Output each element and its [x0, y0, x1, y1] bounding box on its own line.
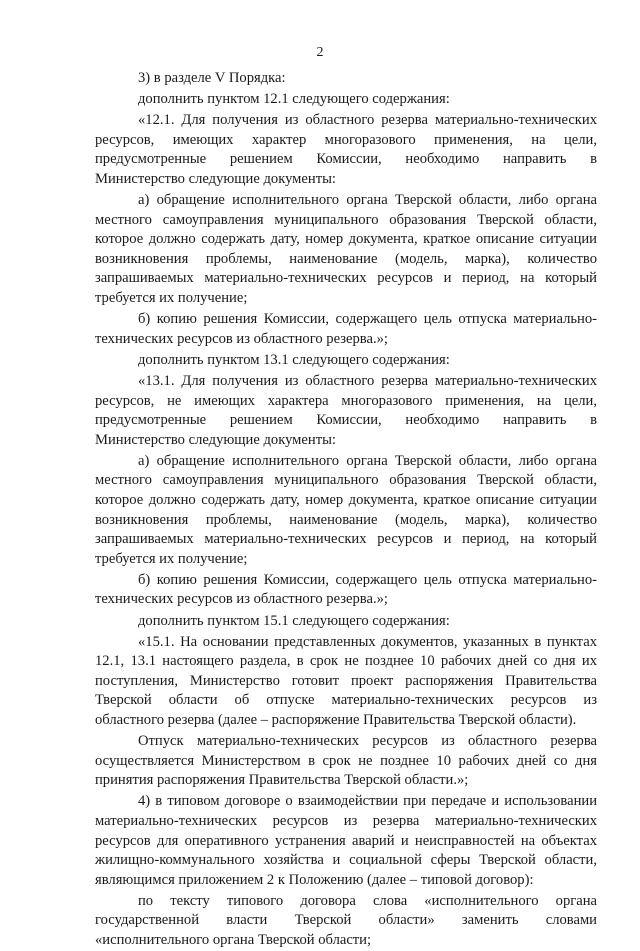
- text-line: а) обращение исполнительного органа Тверской области, либо органа: [138, 192, 597, 209]
- text-line: 12.1, 13.1 настоящего раздела, в срок не позднее 10 рабочих дней со дня их: [95, 653, 597, 670]
- paragraph: [95, 111, 597, 189]
- text-line: б) копию решения Комиссии, содержащего цель отпуска материально-: [138, 311, 597, 328]
- text-line: поступления, Министерство готовит проект распоряжения Правительства: [95, 672, 597, 689]
- text-line: жилищно-коммунального хозяйства и социальной сферы Тверской области,: [95, 852, 597, 869]
- text-line: материально-технических ресурсов из резерва материально-технических: [95, 812, 597, 829]
- text-line: дополнить пунктом 12.1 следующего содержания:: [138, 91, 450, 108]
- text-line: «15.1. На основании представленных документов, указанных в пунктах: [138, 633, 597, 650]
- paragraph: [95, 792, 597, 890]
- text-line: запрашиваемых материально-технических ресурсов и период, на который: [95, 531, 597, 548]
- text-line: «13.1. Для получения из областного резерва материально-технических: [138, 372, 597, 389]
- text-line: 4) в типовом договоре о взаимодействии при передаче и использовании: [138, 793, 597, 810]
- paragraph: [95, 452, 597, 570]
- paragraph: [95, 633, 597, 731]
- text-line: ресурсов, не имеющих характера многоразового применения, на цели,: [95, 392, 597, 409]
- text-line: местного самоуправления муниципального образования Тверской области,: [95, 211, 597, 228]
- text-line: возникновения проблемы, наименование (модель, марка), количество: [95, 250, 597, 267]
- document-body: [95, 69, 597, 951]
- text-line: Отпуск материально-технических ресурсов из областного резерва: [138, 733, 597, 750]
- text-line: 3) в разделе V Порядка:: [138, 70, 286, 86]
- text-line: принятия распоряжения Правительства Тверской области.»;: [95, 772, 469, 789]
- text-line: Министерство следующие документы:: [95, 431, 336, 448]
- text-line: Тверской области об отпуске материально-технических ресурсов из: [95, 692, 597, 709]
- text-line: а) обращение исполнительного органа Тверской области, либо органа: [138, 452, 597, 469]
- text-line: технических ресурсов из областного резерва.»;: [95, 330, 388, 347]
- text-line: государственной власти Тверской области» заменить словами: [95, 912, 597, 929]
- text-line: местного самоуправления муниципального образования Тверской области,: [95, 472, 597, 489]
- text-line: требуется их получение;: [95, 290, 248, 307]
- text-line: Министерство следующие документы:: [95, 170, 336, 187]
- paragraph: [95, 69, 597, 89]
- text-line: которое должно содержать дату, номер документа, краткое описание ситуации: [95, 231, 597, 248]
- text-line: «12.1. Для получения из областного резерва материально-технических: [138, 112, 597, 129]
- text-line: дополнить пунктом 13.1 следующего содержания:: [138, 351, 450, 368]
- text-line: предусмотренные решением Комиссии, необходимо направить в: [95, 151, 597, 168]
- text-line: по тексту типового договора слова «исполнительного органа: [138, 892, 597, 909]
- text-line: б) копию решения Комиссии, содержащего цель отпуска материально-: [138, 571, 597, 588]
- paragraph: [95, 191, 597, 309]
- text-line: требуется их получение;: [95, 550, 248, 567]
- text-line: дополнить пунктом 15.1 следующего содержания:: [138, 612, 450, 629]
- paragraph: [95, 310, 597, 349]
- text-line: запрашиваемых материально-технических ресурсов и период, на который: [95, 270, 597, 287]
- text-line: предусмотренные решением Комиссии, необходимо направить в: [95, 412, 597, 429]
- text-line: возникновения проблемы, наименование (модель, марка), количество: [95, 511, 597, 528]
- paragraph: [95, 612, 597, 632]
- paragraph: [95, 571, 597, 610]
- text-line: областного резерва (далее – распоряжение Правительства Тверской области).: [95, 712, 577, 728]
- text-line: которое должно содержать дату, номер документа, краткое описание ситуации: [95, 491, 597, 508]
- text-line: являющимся приложением 2 к Положению (далее – типовой договор):: [95, 871, 534, 888]
- text-line: ресурсов, имеющих характер многоразового применения, на цели,: [95, 131, 597, 148]
- paragraph: [95, 892, 597, 951]
- text-line: ресурсов для оперативного устранения аварий и неисправностей на объектах: [95, 832, 597, 849]
- paragraph: [95, 732, 597, 791]
- paragraph: [95, 351, 597, 371]
- paragraph: [95, 90, 597, 110]
- text-line: осуществляется Министерством в срок не позднее 10 рабочих дней со дня: [95, 752, 597, 769]
- page-number: 2: [316, 45, 324, 60]
- text-line: технических ресурсов из областного резерва.»;: [95, 591, 388, 608]
- paragraph: [95, 372, 597, 450]
- text-line: «исполнительного органа Тверской области;: [95, 932, 372, 949]
